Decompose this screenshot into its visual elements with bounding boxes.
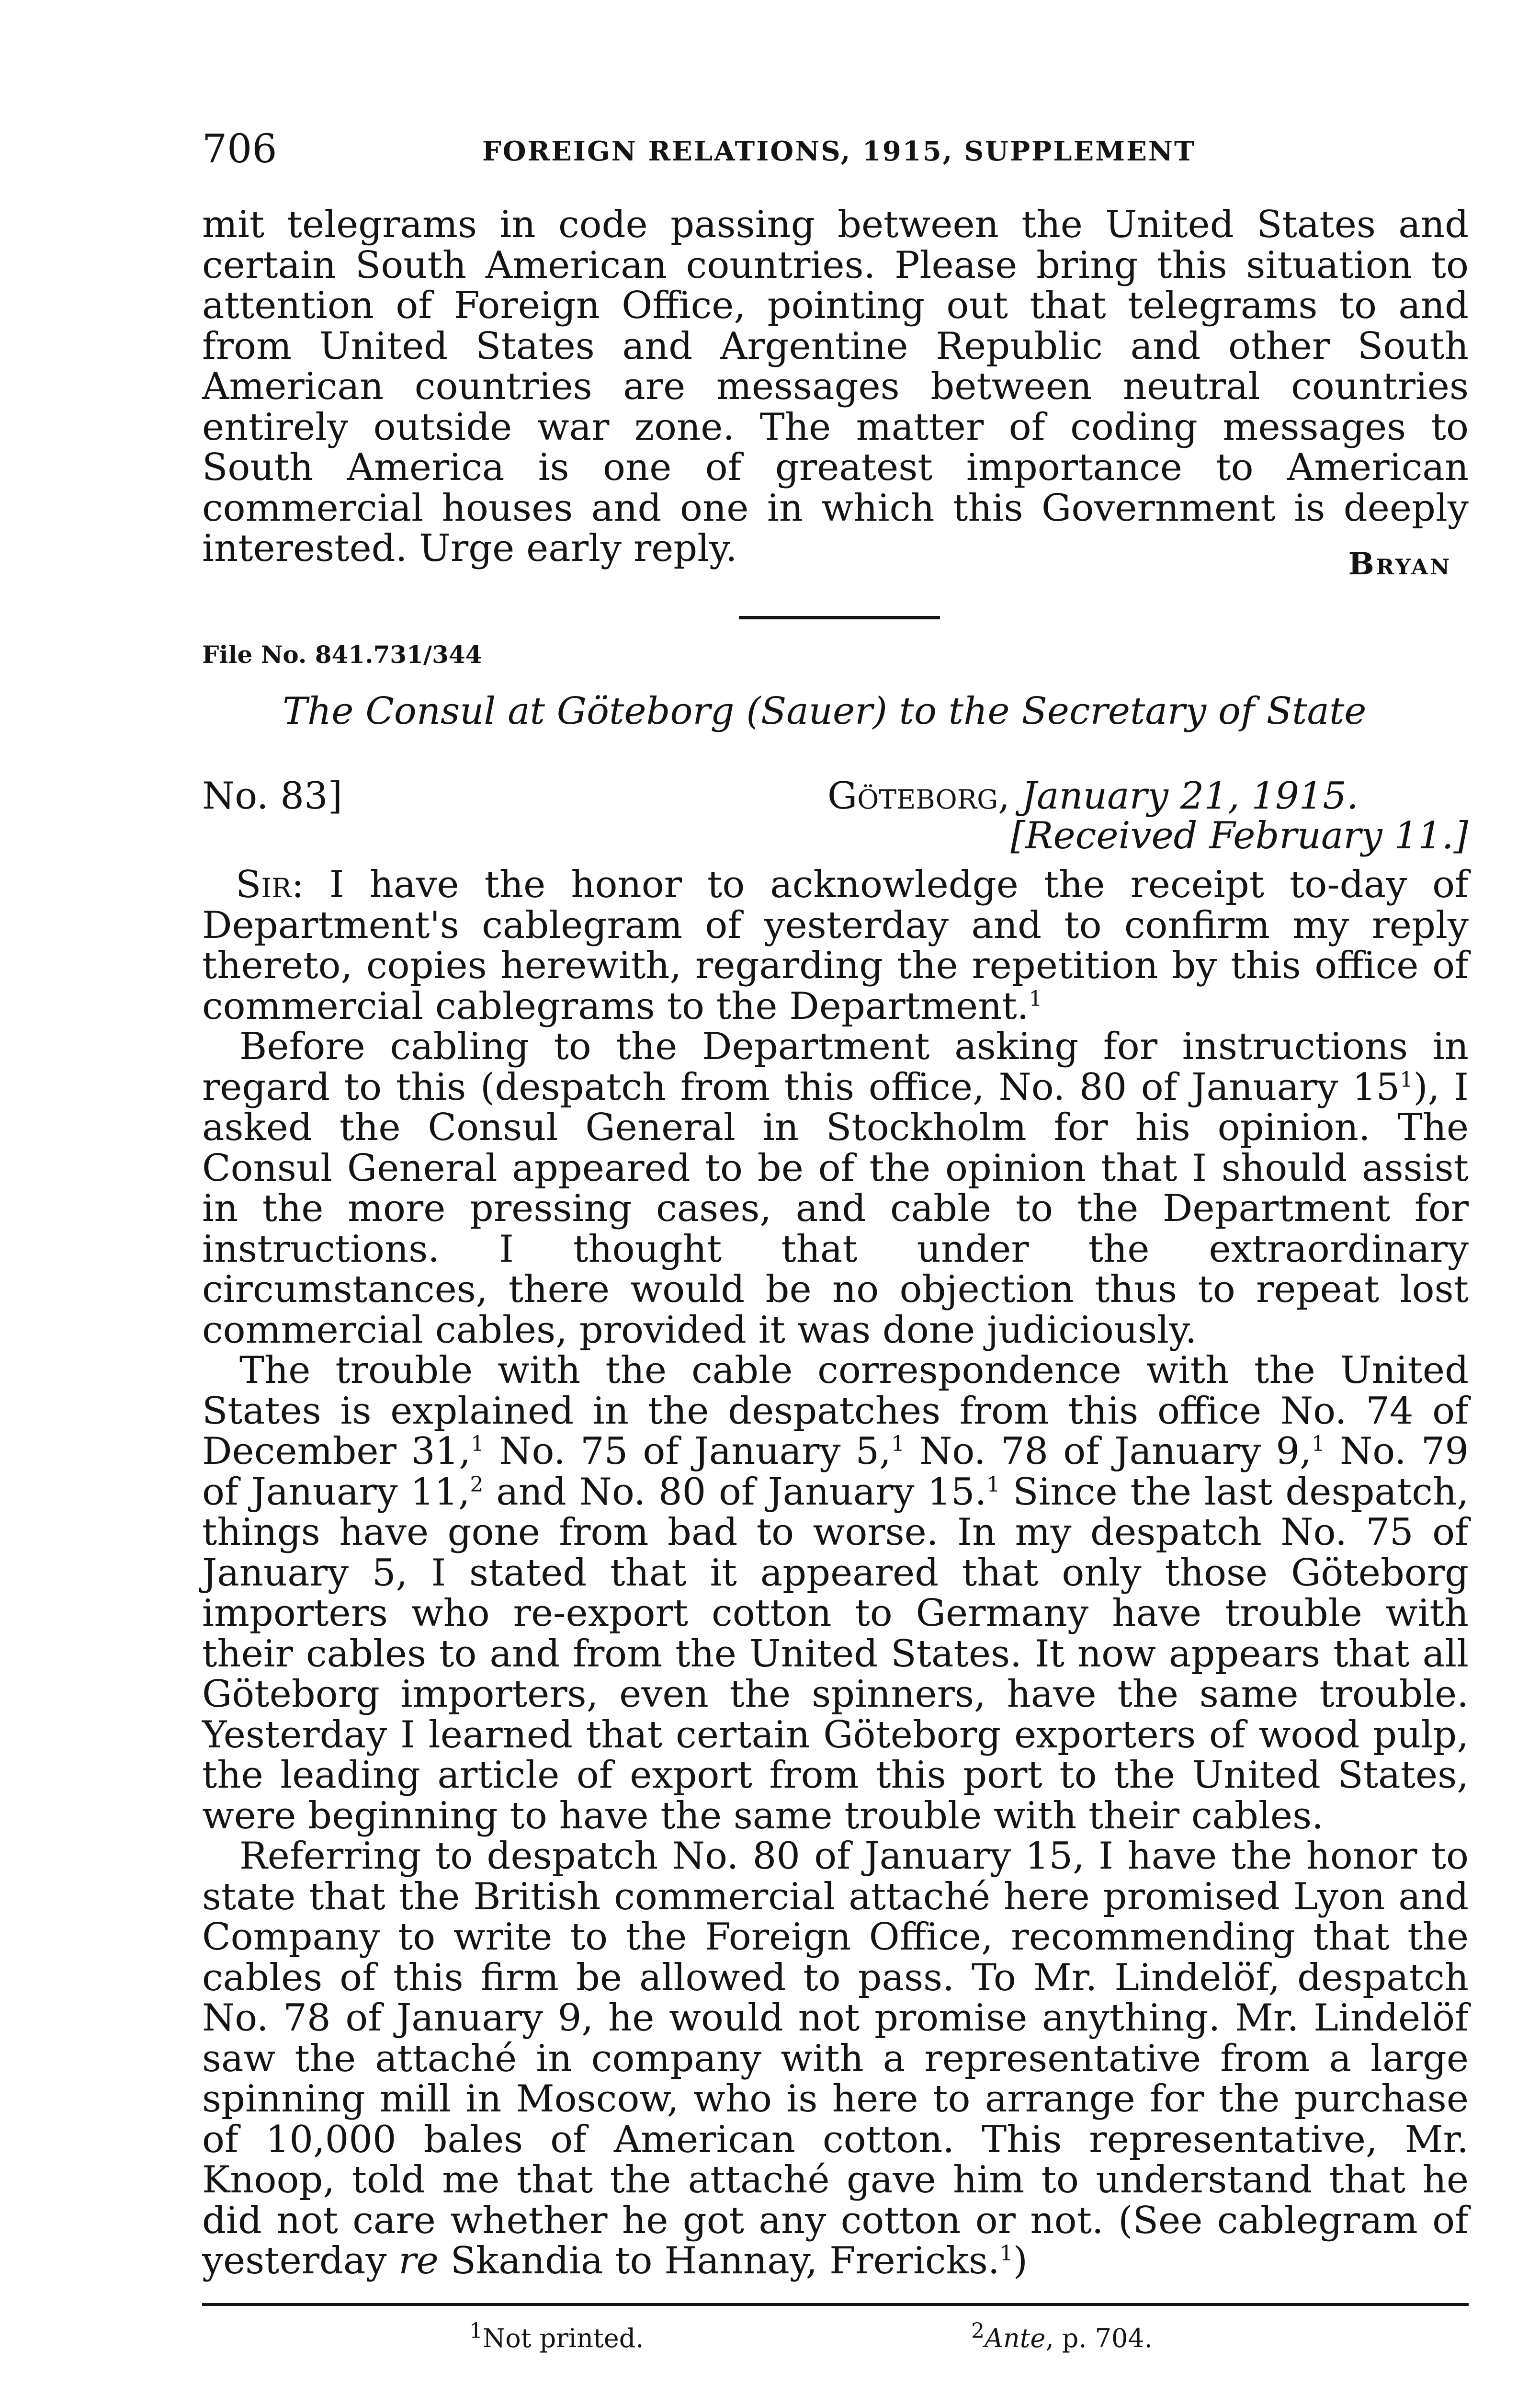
date-place: Göteborg, (827, 775, 1010, 818)
letter-paragraph-3-text-c: No. 78 of January 9, (904, 1430, 1312, 1473)
signature: Bryan (1348, 546, 1451, 582)
letter-paragraph-2-text-b: ), I asked the Consul General in Stockholm for his opinion. The Consul General appeared to be of the opinion that I should assist in the more pressing cases, and cable to the Department for instructions. I thought that under the extraordinary circumstances, there would be no objection thus to repeat lost commercial cables, provided it was done judiciously. (202, 1065, 1469, 1352)
footnote-mark: 2 (470, 1472, 484, 1497)
file-number: File No. 841.731/344 (202, 640, 482, 669)
footnote-1-text: Not printed. (483, 2323, 644, 2353)
footnote-divider (202, 2303, 1469, 2306)
letter-paragraph-4-text-c: ) (1013, 2239, 1028, 2282)
document-title: The Consul at Göteborg (Sauer) to the Secretary of State (283, 690, 1367, 733)
opening-paragraph: mit telegrams in code passing between the United States and certain South American countries. Please bring this situation to attention of Foreign Office, pointing out that telegrams to and from United States and Argentine Republic and other South American countries are messages between neutral countries entirely outside war zone. The matter of coding messages to South America is one of greatest importance to American commercial houses and one in which this Government is deeply interested. Urge early reply. (202, 203, 1469, 570)
section-divider (739, 616, 940, 619)
received-date: [Received February 11.] (1010, 814, 1468, 857)
letter-paragraph-3-text-a: The trouble with the cable correspondence with the United States is explained in the despatches from this office No. 74 of December 31, (202, 1349, 1469, 1473)
letter-paragraph-1 (202, 865, 1469, 1026)
letter-paragraph-2 (202, 1026, 1469, 1350)
running-head: FOREIGN RELATIONS, 1915, SUPPLEMENT (482, 136, 1196, 167)
footnote-2-italic: Ante (985, 2323, 1046, 2353)
date-text: January 21, 1915. (1021, 775, 1359, 818)
salutation: Sir (236, 863, 292, 906)
letter-paragraph-4-re: re (398, 2239, 439, 2282)
footnote-mark: 1 (891, 1432, 905, 1456)
letter-paragraph-4 (202, 1836, 1469, 2281)
footnote-2 (971, 2319, 1153, 2353)
page-header (202, 125, 1469, 178)
document-number: No. 83] (202, 775, 343, 818)
letter-paragraph-3-text-f: Since the last despatch, things have gone from bad to worse. In my despatch No. 75 of January 5, I stated that it appeared that only those Göteborg importers who re-export cotton to Germany have trouble with their cables to and from the United States. It now appears that all Göteborg importers, even the spinners, have the same trouble. Yesterday I learned that certain Göteborg exporters of wood pulp, the leading article of export from this port to the United States, were beginning to have the same trouble with their cables. (202, 1470, 1469, 1837)
letter-paragraph-4-text-b: Skandia to Hannay, Frericks. (438, 2239, 1000, 2282)
footnote-mark: 1 (1311, 1432, 1325, 1456)
footnote-2-mark: 2 (971, 2319, 985, 2343)
footnote-mark: 1 (471, 1432, 485, 1456)
footnote-mark: 1 (986, 1472, 1000, 1497)
letter-paragraph-4-text-a: Referring to despatch No. 80 of January 15, I have the honor to state that the British commercial attaché here promised Lyon and Company to write to the Foreign Office, recommending that the cables of this firm be allowed to pass. To Mr. Lindelöf, despatch No. 78 of January 9, he would not promise anything. Mr. Lindelöf saw the attaché in company with a representative from a large spinning mill in Moscow, who is here to arrange for the purchase of 10,000 bales of American cotton. This representative, Mr. Knoop, told me that the attaché gave him to understand that he did not care whether he got any cotton or not. (See cablegram of yesterday (202, 1835, 1469, 2282)
letter-paragraph-1-text: : I have the honor to acknowledge the receipt to-day of Department's cablegram of yesterday and to confirm my reply thereto, copies herewith, regarding the repetition by this office of commercial cablegrams to the Department. (202, 863, 1469, 1028)
footnote-1 (469, 2319, 644, 2353)
footnote-1-mark: 1 (469, 2319, 483, 2343)
letter-paragraph-3-text-e: and No. 80 of January 15. (483, 1470, 987, 1514)
page-number: 706 (202, 126, 277, 172)
letter-paragraph-2-text-a: Before cabling to the Department asking for instructions in regard to this (despatch from this office, No. 80 of January 15 (202, 1025, 1469, 1109)
letter-paragraph-3-text-b: No. 75 of January 5, (484, 1430, 891, 1473)
document-date (827, 775, 1359, 818)
footnote-mark: 1 (1029, 986, 1042, 1011)
letter-body (202, 865, 1469, 2281)
footnote-mark: 1 (1400, 1067, 1414, 1092)
footnote-mark: 1 (999, 2241, 1013, 2266)
footnote-2-text: , p. 704. (1045, 2323, 1153, 2353)
letter-paragraph-3-text-d: No. 79 of January 11, (202, 1430, 1469, 1514)
letter-paragraph-3 (202, 1350, 1469, 1836)
